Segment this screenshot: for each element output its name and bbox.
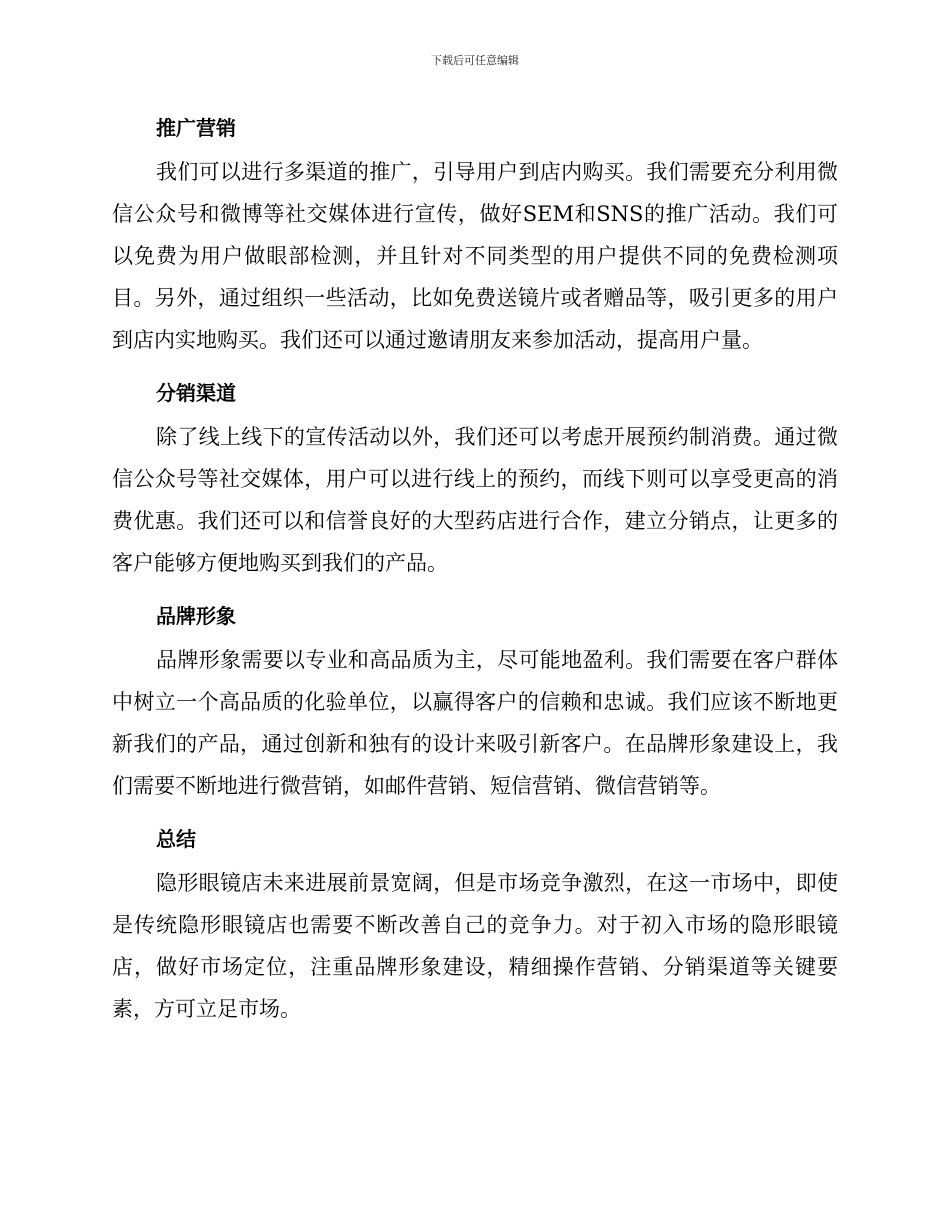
section-brand-image <box>112 596 838 807</box>
section-heading: 品牌形象 <box>156 604 236 628</box>
section-heading: 推广营销 <box>156 116 236 140</box>
section-paragraph: 隐形眼镜店未来进展前景宽阔，但是市场竞争激烈，在这一市场中，即使是传统隐形眼镜店也需要不断改善自己的竞争力。对于初入市场的隐形眼镜店，做好市场定位，注重品牌形象建设，精细操作营销、分销渠道等关键要素，方可立足市场。 <box>112 871 838 1021</box>
section-promotion-marketing <box>112 108 838 361</box>
section-paragraph: 品牌形象需要以专业和高品质为主，尽可能地盈利。我们需要在客户群体中树立一个高品质的化验单位，以赢得客户的信赖和忠诚。我们应该不断地更新我们的产品，通过创新和独有的设计来吸引新客户。在品牌形象建设上，我们需要不断地进行微营销，如邮件营销、短信营销、微信营销等。 <box>112 648 838 798</box>
section-paragraph: 除了线上线下的宣传活动以外，我们还可以考虑开展预约制消费。通过微信公众号等社交媒体，用户可以进行线上的预约，而线下则可以享受更高的消费优惠。我们还可以和信誉良好的大型药店进行合作，建立分销点，让更多的客户能够方便地购买到我们的产品。 <box>112 425 838 575</box>
section-heading: 分销渠道 <box>156 381 236 405</box>
section-heading: 总结 <box>156 827 196 851</box>
document-content <box>112 108 838 1030</box>
page-header: 下载后可任意编辑 <box>431 54 519 67</box>
section-distribution-channels <box>112 373 838 584</box>
section-summary <box>112 819 838 1030</box>
section-paragraph: 我们可以进行多渠道的推广，引导用户到店内购买。我们需要充分利用微信公众号和微博等社交媒体进行宣传，做好SEM和SNS的推广活动。我们可以免费为用户做眼部检测，并且针对不同类型的用户提供不同的免费检测项目。另外，通过组织一些活动，比如免费送镜片或者赠品等，吸引更多的用户到店内实地购买。我们还可以通过邀请朋友来参加活动，提高用户量。 <box>112 160 838 352</box>
